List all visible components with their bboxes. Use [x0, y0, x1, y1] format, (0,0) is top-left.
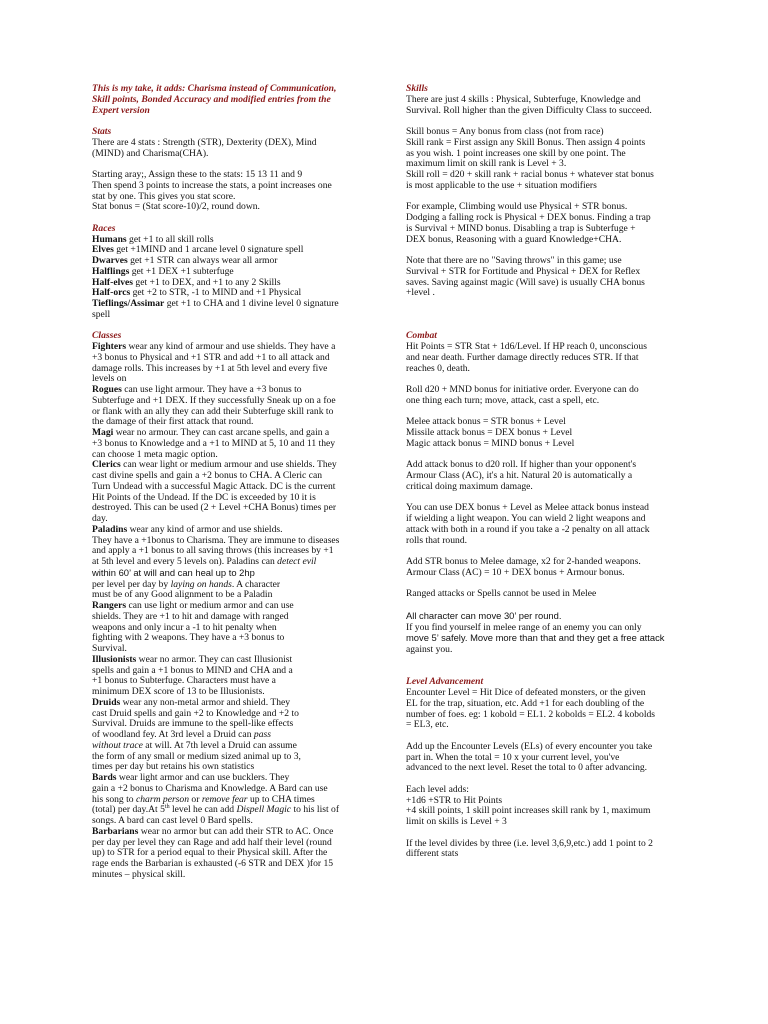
class-barbarians: Barbarians wear no armor but can add their STR to AC. Once per day per level they can Rage and add half their level (round up) to STR for a period equal to their Physical skill. After the rage ends the Barbarian is exhausted (-6 STR and DEX )for 15 minutes – physical skill. [92, 825, 334, 880]
intro-text [92, 84, 384, 116]
combat-paragraph: Ranged attacks or Spells cannot be used in Melee [406, 588, 597, 600]
level-paragraph: Each level adds: +1d6 +STR to Hit Points +4 skill points, 1 skill point increases skill rank by 1, maximum limit on skills is Level + 3 [406, 783, 651, 827]
skills-paragraph: Note that there are no "Saving throws" in this game; use Survival + STR for Fortitude and Physical + DEX for Reflex saves. Saving against magic (Will save) is usually CHA bonus +level . [406, 255, 645, 299]
skills-paragraph: There are just 4 skills : Physical, Subterfuge, Knowledge and Survival. Roll higher than the given Difficulty Class to succeed. [406, 93, 652, 116]
race-entry: Dwarves get +1 STR can always wear all armor [92, 255, 278, 266]
combat-paragraph: Hit Points = STR Stat + 1d6/Level. If HP reach 0, unconscious and near death. Further damage directly reduces STR. If that reaches 0, death. [406, 341, 647, 374]
intro-line: Skill points, Bonded Accuracy and modified entries from the [92, 93, 331, 105]
skills-heading: Skills [406, 83, 428, 94]
level-paragraph: Add up the Encounter Levels (ELs) of every encounter you take part in. When the total = 10 x your current level, you've advanced to the next level. Reset the total to 0 after advancing. [406, 740, 653, 774]
class-illusionists: Illusionists wear no armor. They can cast Illusionist spells and gain a +1 bonus to MIND and CHA and a +1 bonus to Subterfuge. Characters must have a minimum DEX score of 13 to be Illusionists. [92, 653, 293, 697]
skills-paragraph: Skill bonus = Any bonus from class (not from race) Skill rank = First assign any Skill Bonus. Then assign 4 points as you wish. 1 point increases one skill by one point. The maximum limit on skill rank is Level + 3. Skill roll = d20 + skill rank + racial bonus + whatever stat bonus is most applicable to the use + situation modifiers [406, 126, 654, 191]
class-fighters: Fighters wear any kind of armour and use shields. They have a +3 bonus to Physical and +1 STR and add +1 to all attack and damage rolls. This increases by +1 at 5th level and every five levels on [92, 341, 336, 385]
classes-heading: Classes [92, 330, 122, 342]
combat-paragraph: Add attack bonus to d20 roll. If higher than your opponent's Armour Class (AC), it's a hit. Natural 20 is automatically a critical doing maximum damage. [406, 459, 637, 492]
combat-paragraph: Add STR bonus to Melee damage, x2 for 2-handed weapons. Armour Class (AC) = 10 + DEX bonus + Armour bonus. [406, 556, 641, 578]
combat-heading: Combat [406, 330, 437, 342]
level-paragraph: Encounter Level = Hit Dice of defeated monsters, or the given EL for the trap, situation, etc. Add +1 for each doubling of the number of foes. eg: 1 kobold = EL1. 2 kobolds = EL2. 4 kobolds = EL3, etc. [406, 687, 656, 731]
races-heading: Races [92, 222, 116, 234]
race-entry: Halflings get +1 DEX +1 subterfuge [92, 265, 234, 277]
stats-paragraph: Starting aray;, Assign these to the stats: 15 13 11 and 9 Then spend 3 points to increase the stats, a point increases one stat by one. This gives you stat score. Stat bonus = (Stat score-10)/2, round down. [92, 169, 332, 213]
race-entry: Humans get +1 to all skill rolls [92, 233, 214, 245]
race-entry: Half-orcs get +2 to STR, -1 to MIND and +1 Physical [92, 287, 302, 299]
stats-heading: Stats [92, 126, 112, 137]
intro-line: Expert version [92, 104, 150, 116]
race-entry-tail: spell [92, 308, 111, 320]
stats-paragraph: There are 4 stats : Strength (STR), Dexterity (DEX), Mind (MIND) and Charisma(CHA). [92, 136, 317, 159]
combat-paragraph: Roll d20 + MND bonus for initiative order. Everyone can do one thing each turn; move, attack, cast a spell, etc. [406, 384, 639, 406]
race-entry: Half-elves get +1 to DEX, and +1 to any 2 Skills [92, 276, 281, 288]
level-paragraph: If the level divides by three (i.e. level 3,6,9,etc.) add 1 point to 2 different stats [406, 837, 653, 860]
combat-paragraph: You can use DEX bonus + Level as Melee attack bonus instead if wielding a light weapon. You can wield 2 light weapons and attack with both in a round if you take a -2 penalty on all attack rolls that round. [406, 502, 650, 546]
class-clerics: Clerics can wear light or medium armour and use shields. They cast divine spells and gain a +2 bonus to CHA. A Cleric can Turn Undead with a successful Magic Attack. DC is the current Hit Points of the Undead. If the DC is exceeded by 10 it is destroyed. This can be used (2 + Level +CHA Bonus) times per day. [92, 459, 337, 524]
class-paladins: Paladins wear any kind of armor and use shields. They have a +1bonus to Charisma. They are immune to diseases and apply a +1 bonus to all saving throws (this increases by +1 at 5th level and every 5 levels on). Paladins can detect evil within 60’ at will and can heal up to 2hp per level per day by laying on hands. A character must be of any Good alignment to be a Paladin [92, 523, 340, 601]
right-column [406, 84, 676, 860]
class-rangers: Rangers can use light or medium armor and can use shields. They are +1 to hit and damage with ranged weapons and only incur a -1 to hit penalty when fighting with 2 weapons. They have a +3 bonus to Survival. [92, 600, 294, 654]
race-entry: Tieflings/Assimar get +1 to CHA and 1 divine level 0 signature [92, 298, 339, 309]
class-bards: Bards wear light armor and can use bucklers. They gain a +2 bonus to Charisma and Knowledge. A Bard can use his song to charm person or remove fear up to CHA times (total) per day.At 5th level he can add Dispell Magic to his list of songs. A bard can cast level 0 Bard spells. [92, 772, 340, 826]
class-druids: Druids wear any non-metal armor and shield. They cast Druid spells and gain +2 to Knowledge and +2 to Survival. Druids are immune to the spell-like effects of woodland fey. At 3rd level a Druid can pass without trace at will. At 7th level a Druid can assume the form of any small or medium sized animal up to 3, times per day but retains his own statistics [92, 696, 301, 773]
intro-line: This is my take, it adds: Charisma instead of Communication, [92, 83, 337, 94]
race-entry: Elves get +1MIND and 1 arcane level 0 signature spell [92, 244, 304, 256]
level-heading: Level Advancement [406, 676, 484, 688]
skills-paragraph: For example, Climbing would use Physical + STR bonus. Dodging a falling rock is Physical + DEX bonus. Finding a trap is Survival + MIND bonus. Disabling a trap is Subterfuge + DEX bonus, Reasoning with a guard Knowledge+CHA. [406, 201, 651, 245]
race-list [92, 235, 384, 321]
class-magi: Magi wear no armour. They can cast arcane spells, and gain a +3 bonus to Knowledge and a +1 to MIND at 5, 10 and 11 they can choose 1 meta magic option. [92, 427, 336, 460]
left-column [92, 84, 384, 881]
combat-paragraph: All character can move 30’ per round. If you find yourself in melee range of an enemy you can only move 5’ safely. Move more than that and they get a free attack against you. [406, 609, 665, 655]
combat-paragraph: Melee attack bonus = STR bonus + Level Missile attack bonus = DEX bonus + Level Magic attack bonus = MIND bonus + Level [406, 416, 575, 449]
class-rogues: Rogues can use light armour. They have a +3 bonus to Subterfuge and +1 DEX. If they successfully Sneak up on a foe or flank with an ally they can add their Subterfuge skill rank to the damage of their first attack that round. [92, 384, 336, 428]
